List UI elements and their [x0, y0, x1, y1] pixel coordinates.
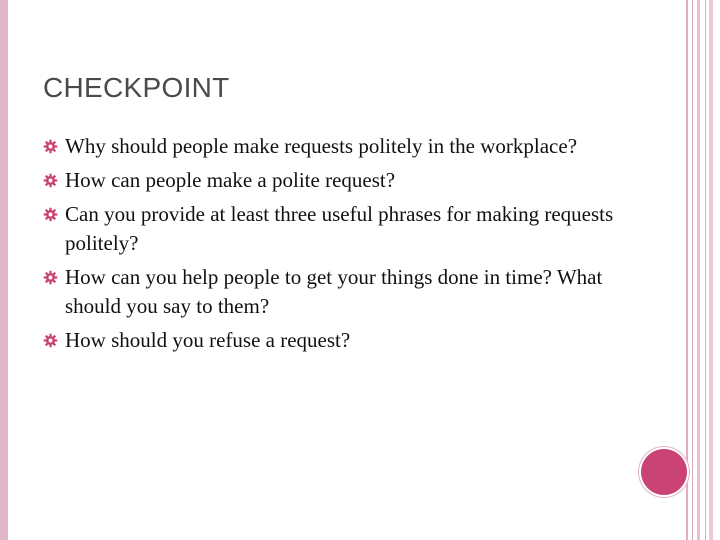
gear-icon — [43, 333, 58, 348]
bullet-item — [43, 200, 643, 258]
bullet-item — [43, 326, 643, 355]
right-decorative-line — [705, 0, 706, 540]
bullet-text: How can people make a polite request? — [65, 168, 396, 192]
right-decorative-line — [697, 0, 700, 540]
bullet-item — [43, 166, 643, 195]
gear-icon — [43, 139, 58, 154]
right-decorative-line — [686, 0, 688, 540]
gear-icon — [43, 270, 58, 285]
right-decorative-line — [709, 0, 713, 540]
bullet-item — [43, 263, 643, 321]
decorative-circle — [641, 449, 687, 495]
gear-icon — [43, 173, 58, 188]
right-decorative-line — [692, 0, 693, 540]
bullet-list — [43, 132, 643, 360]
bullet-text: How should you refuse a request? — [65, 328, 351, 352]
left-decorative-bar — [0, 0, 8, 540]
bullet-text: How can you help people to get your things done in time? What should you say to them? — [65, 265, 603, 318]
gear-icon — [43, 207, 58, 222]
slide-title: CHECKPOINT — [43, 72, 230, 103]
bullet-text: Can you provide at least three useful phrases for making requests politely? — [65, 202, 614, 255]
bullet-text: Why should people make requests politely in the workplace? — [65, 134, 578, 158]
bullet-item — [43, 132, 643, 161]
